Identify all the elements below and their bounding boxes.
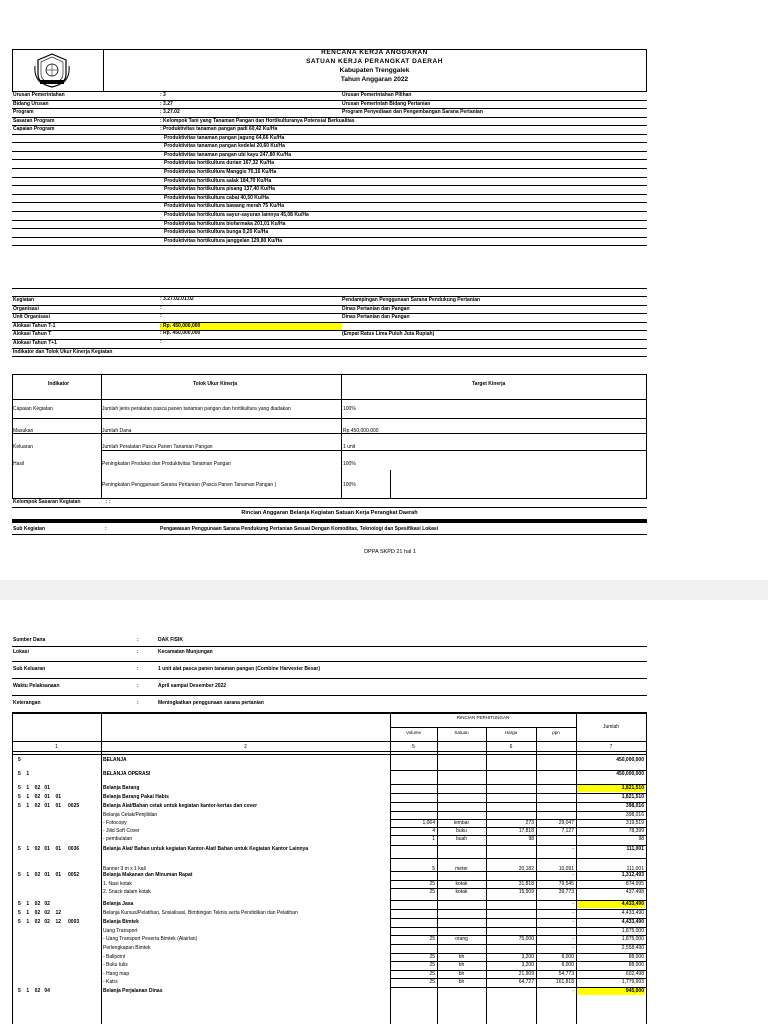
info-label: Capaian Program bbox=[13, 126, 55, 132]
row-desc: - Katrs bbox=[103, 979, 118, 985]
head-satuan: Satuan bbox=[454, 730, 469, 735]
head-n5: 5 bbox=[412, 744, 415, 750]
row-ppn: - bbox=[572, 945, 574, 951]
regency-logo-icon bbox=[32, 52, 72, 88]
row-harga: 20,182 bbox=[518, 866, 534, 872]
kegiatan-label: Alokasi Tahun T bbox=[13, 331, 52, 338]
rule bbox=[12, 713, 647, 714]
p2-info-value: April sampai Desember 2022 bbox=[158, 683, 227, 689]
rule bbox=[12, 159, 647, 160]
info-code: : 3 bbox=[160, 92, 166, 98]
kinerja-head-indikator: Indikator bbox=[48, 381, 70, 387]
row-desc: - Ballpoint bbox=[103, 954, 126, 960]
rincian-title: Rincian Anggaran Belanja Kegiatan Satuan Kerja Perangkat Daerah bbox=[241, 510, 418, 516]
kinerja-tolok: Peningkatan Produksi dan Produktivitas Tanaman Pangan bbox=[102, 461, 231, 467]
kegiatan-label: Organisasi bbox=[13, 305, 39, 312]
row-desc: - Buku tulis bbox=[103, 962, 128, 968]
row-volume: 25 bbox=[429, 881, 435, 887]
row-jumlah: 78,399 bbox=[628, 828, 644, 834]
kinerja-target: Rp 450,000,000 bbox=[343, 428, 379, 434]
title-line-2: SATUAN KERJA PERANGKAT DAERAH bbox=[306, 58, 443, 65]
kinerja-indikator: Masukan bbox=[13, 428, 34, 434]
rule bbox=[12, 202, 647, 203]
row-ppn: - bbox=[572, 988, 574, 994]
row-harga: 98 bbox=[528, 836, 534, 842]
head-harga: Harga bbox=[504, 730, 518, 735]
capaian-item: Produktivitas hortikultura salak 184,70 Ku/Ha bbox=[164, 177, 272, 184]
row-desc: 1. Nasi kotak bbox=[103, 881, 132, 887]
row-jumlah: 4,433,490 bbox=[621, 910, 644, 916]
row-jumlah: 111,001 bbox=[626, 866, 644, 872]
page-2 bbox=[0, 600, 768, 1024]
row-jumlah: 450,000,000 bbox=[616, 757, 644, 763]
row-satuan: kotak bbox=[455, 889, 468, 895]
row-jumlah: 1,875,000 bbox=[621, 936, 644, 942]
row-jumlah: 450,000,000 bbox=[616, 771, 644, 777]
row-satuan: buah bbox=[455, 836, 468, 842]
row-jumlah: 398,016 bbox=[625, 803, 644, 809]
page-footer: DPPA SKPD 21 hal 1 bbox=[364, 549, 416, 555]
row-satuan: bh bbox=[458, 971, 465, 977]
row-harga: 3,200 bbox=[521, 962, 534, 968]
row-volume: 1 bbox=[432, 836, 435, 842]
rule bbox=[101, 713, 102, 1024]
capaian-item: Produktivitas tanaman pangan ubi kayu 247,80 Ku/Ha bbox=[164, 151, 291, 158]
kegiatan-code: : Rp. 450,000,000 bbox=[160, 330, 201, 337]
row-harga: 3,200 bbox=[521, 954, 534, 960]
row-jumlah: 1,821,510 bbox=[621, 794, 644, 800]
rule bbox=[341, 374, 342, 498]
row-desc: Belanja Alat/ Bahan untuk kegiatan Kantor-Alat/ Bahan untuk Kegiatan Kantor Lainnya bbox=[103, 846, 309, 852]
rule bbox=[101, 450, 646, 451]
row-volume: 1,064 bbox=[422, 820, 435, 826]
rule bbox=[12, 108, 647, 109]
row-code: 5 bbox=[18, 757, 21, 763]
kegiatan-code: : bbox=[160, 339, 162, 345]
row-harga: 21,909 bbox=[518, 971, 534, 977]
row-ppn: 8,000 bbox=[561, 954, 574, 960]
head-n6: 6 bbox=[509, 744, 513, 750]
kegiatan-desc: (Empat Ratus Lima Puluh Juta Rupiah) bbox=[342, 331, 435, 338]
rule bbox=[12, 125, 647, 126]
capaian-item: Produktivitas hortikultura Manggis 70,16 Ku/Ha bbox=[164, 168, 277, 175]
kegiatan-desc: Pendampingan Penggunaan Sarana Pendukung Pertanian bbox=[342, 297, 481, 303]
row-desc: Belanja Bimtek bbox=[103, 919, 139, 925]
rule bbox=[101, 374, 102, 498]
rule bbox=[12, 339, 647, 340]
capaian-item: Produktivitas hortikultura pisang 137,40 Ku/Ha bbox=[164, 186, 275, 193]
rule bbox=[12, 211, 647, 212]
row-desc: - Hang map bbox=[103, 971, 130, 977]
kegiatan-label: Unit Organisasi bbox=[13, 314, 50, 321]
p2-info-label: Sumber Dana bbox=[13, 637, 46, 643]
rule bbox=[12, 220, 647, 221]
capaian-item: Produktivitas hortikultura bunga 0,20 Ku/Ha bbox=[164, 229, 269, 236]
kinerja-indikator: Keluaran bbox=[13, 444, 34, 450]
capaian-item: Produktivitas hortikultura biofarmaka 201,01 Ku/Ha bbox=[164, 220, 286, 227]
row-jumlah: 98 bbox=[638, 836, 644, 842]
rule bbox=[12, 713, 13, 1024]
p2-info-label: Sub Keluaran bbox=[13, 666, 46, 672]
rule bbox=[12, 374, 647, 375]
kegiatan-label: Alokasi Tahun T-1 bbox=[13, 322, 56, 329]
row-ppn: - bbox=[572, 919, 574, 925]
p2-info-sep: : bbox=[137, 649, 139, 655]
rule bbox=[12, 228, 647, 229]
p2-info-label: Waktu Pelaksanaan bbox=[13, 683, 60, 689]
row-volume: 25 bbox=[429, 936, 435, 942]
rule bbox=[12, 288, 647, 289]
info-code: : Produktivitas tanaman pangan padi 60,42 Ku/Ha bbox=[160, 126, 278, 132]
kegiatan-code: : Rp. 450,000,000 bbox=[160, 323, 342, 330]
head-jumlah: Jumlah bbox=[602, 724, 620, 730]
row-volume: 5 bbox=[432, 866, 435, 872]
title-line-4: Tahun Anggaran 2022 bbox=[340, 76, 409, 83]
rule bbox=[390, 858, 646, 859]
row-volume: 25 bbox=[429, 889, 435, 895]
row-ppn: 161,818 bbox=[555, 979, 574, 985]
info-desc: Urusan Pemerintahan Pilihan bbox=[342, 92, 412, 98]
head-rincian: RINCIAN PERHITUNGAN bbox=[456, 715, 510, 720]
rule bbox=[12, 661, 647, 662]
rule bbox=[390, 727, 576, 728]
row-ppn: 29,047 bbox=[558, 820, 574, 826]
row-ppn: - bbox=[572, 936, 574, 942]
kinerja-head-tolok: Tolok Ukur Kinerja bbox=[193, 381, 238, 387]
p2-info-value: 1 unit alat pasca panen tanaman pangan (Combine Harvester Besar) bbox=[158, 666, 320, 672]
row-jumlah: 88,000 bbox=[628, 962, 644, 968]
title-line-3: Kabupaten Trenggalek bbox=[339, 67, 410, 74]
row-code: 5 1 02 01 bbox=[18, 785, 50, 791]
thick-rule bbox=[12, 519, 647, 523]
p2-info-label: Keterangan bbox=[13, 700, 41, 706]
rule bbox=[12, 741, 647, 742]
kinerja-target: 1 unit bbox=[343, 444, 356, 450]
row-jumlah: 874,995 bbox=[625, 881, 644, 887]
row-satuan: lembar bbox=[453, 820, 470, 826]
p2-info-label: Lokasi bbox=[13, 649, 29, 655]
kegiatan-code: : 3.27.02.01.02 bbox=[160, 296, 194, 302]
capaian-item: Produktivitas hortikultura durian 167,32 Ku/Ha bbox=[164, 160, 275, 167]
kinerja-tolok: Jumlah jenis peralatan pasca panen tanaman pangan dan hortikultura yang diadakan bbox=[102, 406, 291, 412]
p2-info-sep: : bbox=[137, 683, 139, 689]
rule bbox=[12, 305, 647, 306]
sub-kegiatan-sep: : bbox=[105, 526, 107, 532]
row-ppn: - bbox=[572, 872, 574, 878]
row-code: 5 1 02 02 12 bbox=[18, 910, 62, 916]
row-jumlah: 88,000 bbox=[628, 954, 644, 960]
rule bbox=[646, 374, 647, 498]
p2-info-value: Meningkatkan penggunaan sarana pertanian bbox=[158, 700, 264, 706]
kegiatan-label: Indikator dan Tolok Ukur Kinerja Kegiatan bbox=[13, 348, 113, 355]
info-desc: Program Penyediaan dan Pengembangan Sarana Pertanian bbox=[342, 109, 483, 115]
row-jumlah: 1,875,000 bbox=[621, 928, 644, 934]
capaian-item: Produktivitas hortikultura bawang merah 75 Ku/Ha bbox=[164, 203, 285, 210]
rule bbox=[12, 177, 647, 178]
row-code: 5 1 02 01 01 0036 bbox=[18, 846, 80, 852]
kegiatan-label: Alokasi Tahun T+1 bbox=[13, 340, 57, 346]
rule bbox=[12, 433, 647, 434]
row-ppn: - bbox=[572, 901, 574, 907]
row-jumlah: 4,433,490 bbox=[621, 919, 644, 925]
row-ppn: 39,773 bbox=[558, 889, 574, 895]
row-volume: 25 bbox=[429, 954, 435, 960]
row-harga: 75,000 bbox=[518, 936, 534, 942]
row-code: 5 1 02 01 01 0025 bbox=[18, 803, 80, 809]
row-ppn: - bbox=[572, 846, 574, 852]
info-label: Bidang Urusan bbox=[13, 100, 49, 107]
rule bbox=[12, 245, 647, 246]
capaian-item: Produktivitas tanaman pangan kedelai 20,60 Ku/Ha bbox=[164, 143, 285, 150]
rule bbox=[12, 100, 647, 101]
page-gap bbox=[0, 580, 768, 600]
row-satuan: bh bbox=[458, 954, 465, 960]
kinerja-target: 100% bbox=[343, 482, 356, 488]
kinerja-head-target: Target Kinerja bbox=[472, 381, 506, 387]
row-desc: Perlengkapan Bimtek bbox=[103, 945, 151, 951]
kegiatan-desc: Dinas Pertanian dan Pangan bbox=[342, 314, 410, 321]
kegiatan-code: : bbox=[160, 313, 162, 320]
rule bbox=[12, 134, 647, 135]
row-jumlah: 4,433,490 bbox=[577, 901, 645, 908]
head-n7: 7 bbox=[609, 744, 613, 750]
rule bbox=[12, 168, 647, 169]
p2-info-sep: : bbox=[137, 666, 139, 672]
rule bbox=[12, 646, 647, 647]
row-desc: Belanja Barang bbox=[103, 785, 140, 791]
sub-kegiatan-value: Pengawasan Penggunaan Sarana Pendukung Pertanian Sesuai Dengan Komoditas, Teknologi dan Spesifikasi Lokasi bbox=[160, 526, 439, 532]
row-code: 5 1 02 01 01 bbox=[18, 794, 62, 800]
rule bbox=[12, 751, 647, 752]
kinerja-target: 100% bbox=[343, 461, 356, 467]
head-ppn: ppn bbox=[552, 730, 560, 735]
row-desc: BELANJA bbox=[103, 757, 127, 763]
row-ppn: 8,000 bbox=[561, 962, 574, 968]
row-jumlah: 602,498 bbox=[625, 971, 644, 977]
info-code: : 3.27 bbox=[160, 100, 173, 107]
row-jumlah: 945,000 bbox=[577, 988, 645, 995]
sub-kegiatan-label: Sub Kegiatan bbox=[13, 526, 45, 532]
row-jumlah: 437,498 bbox=[625, 889, 644, 895]
row-desc: Uang Transport bbox=[103, 928, 138, 934]
row-jumlah: 319,519 bbox=[625, 820, 644, 826]
rule bbox=[12, 418, 647, 419]
capaian-item: Produktivitas hortikultura sayur-sayuran lainnya 45,08 Ku/Ha bbox=[164, 211, 309, 218]
row-jumlah: 1,821,510 bbox=[577, 785, 645, 792]
head-volume: Volume bbox=[405, 730, 421, 735]
kinerja-indikator: Capaian Kegiatan bbox=[13, 406, 53, 412]
row-desc: BELANJA OPERASI bbox=[103, 771, 151, 777]
rule bbox=[390, 470, 391, 498]
row-ppn: 7,127 bbox=[561, 828, 574, 834]
row-satuan: bh bbox=[458, 962, 465, 968]
row-satuan: bh bbox=[458, 979, 465, 985]
info-label: Urusan Pemerintahan bbox=[13, 92, 65, 98]
row-jumlah: 1,779,993 bbox=[621, 979, 644, 985]
row-desc: - pembulatan bbox=[103, 836, 133, 842]
row-volume: 25 bbox=[429, 962, 435, 968]
head-n1: 1 bbox=[55, 744, 58, 750]
row-volume: 25 bbox=[429, 971, 435, 977]
rule bbox=[12, 754, 647, 755]
row-jumlah: 111,001 bbox=[626, 846, 644, 852]
capaian-item: Produktivitas hortikultura cabai 40,50 Ku/Ha bbox=[164, 194, 269, 201]
rule bbox=[12, 695, 647, 696]
kinerja-tolok: Peningkatan Penggunaan Sarana Pertanian (Pasca Panen Tanaman Pangan ) bbox=[102, 482, 277, 488]
p2-info-sep: : bbox=[137, 700, 139, 706]
row-desc: Belanja Jasa bbox=[103, 901, 134, 907]
rule bbox=[12, 356, 647, 357]
kinerja-tolok: Jumlah Peralatan Pasca Panen Tanaman Pangan bbox=[102, 444, 213, 450]
row-desc: Belanja Kursus/Pelatihan, Sosialisasi, Bimbingan Teknis serta Pendidikan dan Pelatihan bbox=[103, 910, 298, 916]
head-n2: 2 bbox=[244, 744, 247, 750]
row-code: 5 1 02 02 bbox=[18, 901, 50, 907]
row-ppn: 79,545 bbox=[558, 881, 574, 887]
rule bbox=[12, 374, 13, 498]
row-code: 5 1 02 01 01 0052 bbox=[18, 872, 80, 878]
kegiatan-code: : bbox=[160, 304, 162, 311]
row-harga: 31,818 bbox=[518, 881, 534, 887]
p2-info-value: DAK FISIK bbox=[158, 637, 183, 643]
row-desc: Belanja Makanan dan Minuman Rapat bbox=[103, 872, 193, 878]
row-desc: - Jilid Soft Cover bbox=[103, 828, 140, 834]
row-harga: 64,727 bbox=[518, 979, 534, 985]
row-jumlah: 1,312,493 bbox=[621, 872, 644, 878]
row-harga: 15,909 bbox=[518, 889, 534, 895]
rule bbox=[12, 194, 647, 195]
row-harga: 273 bbox=[525, 820, 534, 826]
p2-info-value: Kecamatan Munjungan bbox=[158, 649, 213, 655]
row-code: 5 1 02 04 bbox=[18, 988, 50, 994]
row-satuan: kotak bbox=[455, 881, 468, 887]
rule bbox=[12, 237, 647, 238]
rule bbox=[12, 185, 647, 186]
row-code: 5 1 02 02 12 0003 bbox=[18, 919, 80, 925]
capaian-item: Produktivitas hortikultura janggelan 129,80 Ku/Ha bbox=[164, 237, 283, 244]
info-desc: Urusan Pemerintah Bidang Pertanian bbox=[342, 100, 431, 107]
rule bbox=[12, 330, 647, 331]
row-volume: 25 bbox=[429, 979, 435, 985]
info-code: : Kelompok Tani yang Tanaman Pangan dan Hortikulturanya Potensial Berkualitas bbox=[160, 117, 355, 124]
kegiatan-desc: Dinas Pertanian dan Pangan bbox=[342, 305, 410, 312]
row-desc: Belanja Cetak/Penjilidan bbox=[103, 812, 158, 818]
rule bbox=[12, 313, 647, 314]
row-desc: Belanja Alat/Bahan cetak untuk kegiatan kantor-kertas dan cover bbox=[103, 803, 258, 809]
kelompok-sep: : : bbox=[106, 499, 111, 505]
rule bbox=[12, 296, 647, 297]
row-satuan: buku bbox=[456, 828, 467, 834]
info-label: Program bbox=[13, 109, 34, 115]
row-ppn: 54,773 bbox=[558, 971, 574, 977]
row-desc: Belanja Perjalanan Dinas bbox=[103, 988, 163, 994]
kelompok-label: Kelompok Sasaran Kegiatan bbox=[13, 499, 81, 505]
rule bbox=[12, 142, 647, 143]
row-jumlah: 2,558,490 bbox=[621, 945, 644, 951]
capaian-item: Produktivitas tanaman pangan jagung 64,66 Ku/Ha bbox=[164, 134, 285, 141]
rule bbox=[646, 713, 647, 1024]
kegiatan-label: Kegiatan bbox=[13, 297, 35, 303]
row-jumlah: 398,016 bbox=[625, 812, 644, 818]
row-volume: 4 bbox=[432, 828, 435, 834]
row-desc: - Uang Transport Peserta Bimtek (Alairlan) bbox=[103, 936, 198, 942]
row-desc: - Fotocopy bbox=[103, 820, 127, 826]
row-desc: Belanja Barang Pakai Habis bbox=[103, 794, 169, 800]
kinerja-tolok: Jumlah Dana bbox=[102, 428, 132, 434]
title-line-1: RENCANA KERJA ANGGARAN bbox=[321, 49, 428, 56]
row-desc: 2. Snack dalam kotak bbox=[103, 889, 151, 895]
row-satuan: orang bbox=[455, 936, 468, 942]
kinerja-target: 100% bbox=[343, 406, 356, 412]
kinerja-indikator: Hasil bbox=[13, 461, 25, 467]
row-ppn: - bbox=[572, 910, 574, 916]
info-label: Sasaran Program bbox=[13, 117, 55, 124]
row-harga: 17,818 bbox=[518, 828, 534, 834]
rule bbox=[12, 678, 647, 679]
rule bbox=[12, 151, 647, 152]
p2-info-sep: : bbox=[137, 637, 139, 643]
row-satuan: meter bbox=[455, 866, 468, 872]
row-desc: Banner 3 m x 1 kali bbox=[103, 866, 146, 872]
row-ppn: 10,091 bbox=[558, 866, 574, 872]
info-code: : 3.27.02 bbox=[160, 109, 180, 115]
rule bbox=[12, 399, 647, 400]
row-code: 5 1 bbox=[18, 771, 30, 777]
